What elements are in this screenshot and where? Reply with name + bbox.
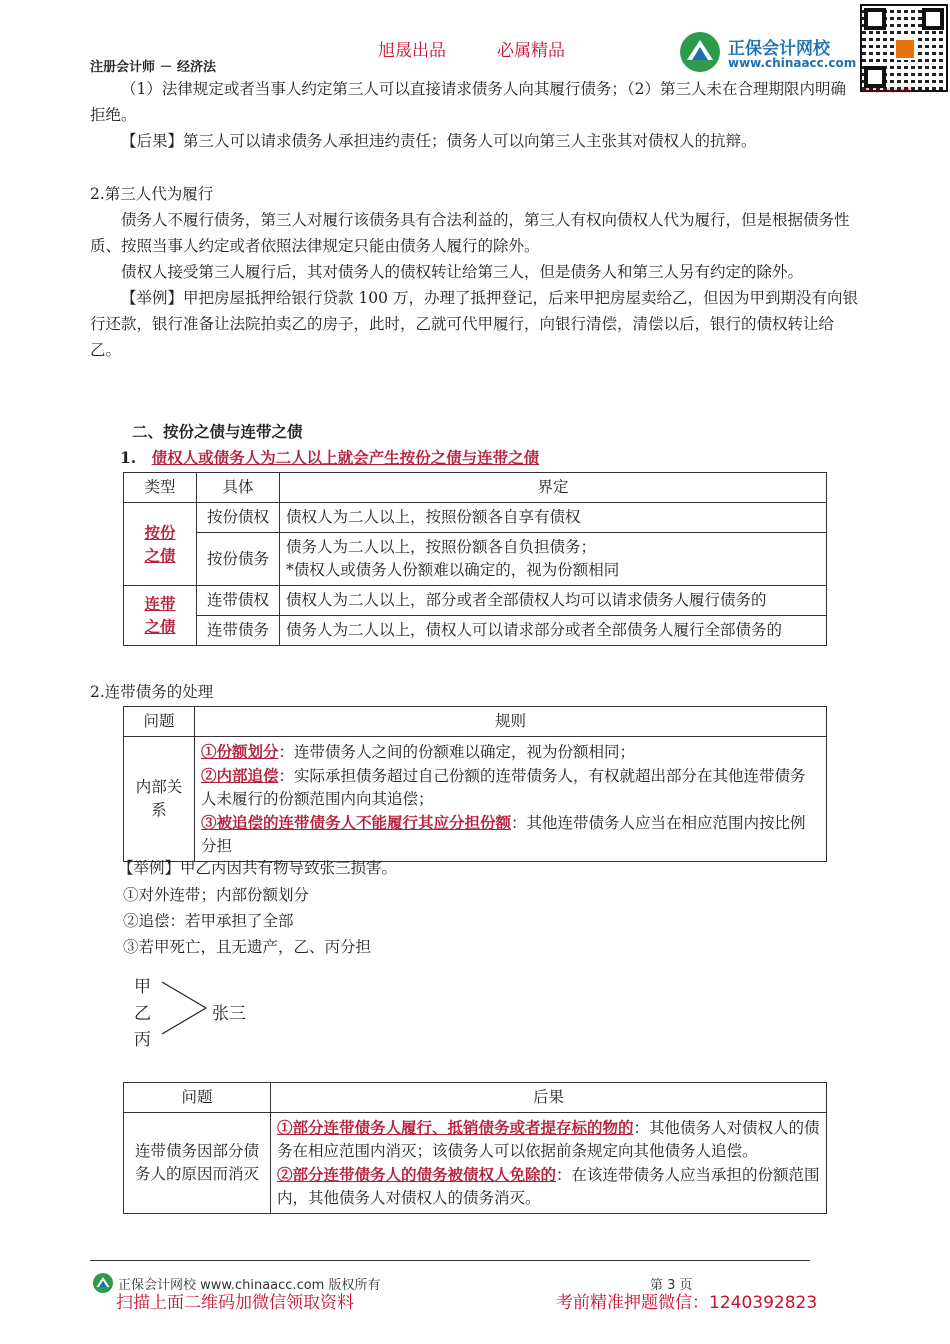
- kind-cell: 连带债权: [197, 586, 280, 616]
- th-definition: 界定: [280, 473, 827, 503]
- kind-cell: 连带债务: [197, 616, 280, 646]
- header-slogan-1: 旭晟出品: [378, 41, 446, 61]
- definition-cell: 债权人为二人以上，部分或者全部债权人均可以请求债务人履行债务的: [280, 586, 827, 616]
- header-slogan-2: 必属精品: [497, 41, 565, 61]
- example-tag: 【举例】: [121, 289, 184, 307]
- logo-name: 正保会计网校: [728, 39, 830, 59]
- party-bing: 丙: [134, 1030, 151, 1050]
- subheading-text: 债权人或债务人为二人以上就会产生按份之债与连带之债: [151, 448, 540, 467]
- issue-internal: 内部关系: [124, 737, 195, 862]
- debtor-diagram: [130, 970, 270, 1050]
- paragraph-consequence: [90, 128, 860, 154]
- footer-promo-left: 扫描上面二维码加微信领取资料: [116, 1293, 354, 1313]
- footer-promo-right: 考前精准押题微信：1240392823: [556, 1293, 818, 1313]
- kind-cell: 按份债权: [197, 503, 280, 533]
- footer-copyright: 正保会计网校 www.chinaacc.com 版权所有: [118, 1278, 381, 1293]
- heading-third-party-performance: 2.第三人代为履行: [90, 185, 214, 203]
- paragraph-claim-transfer: 债权人接受第三人履行后，其对债务人的债权转让给第三人，但是债务人和第三人另有约定的除外。: [121, 263, 804, 281]
- example2-text: 甲乙丙因共有物导致张三损害。: [180, 859, 398, 877]
- joint-debt-rules-table: [123, 706, 827, 862]
- consequence-tag: 【后果】: [121, 132, 184, 150]
- consequence-cell: ①部分连带债务人履行、抵销债务或者提存标的物的：其他债务人对债权人的债务在相应范围内消灭；该债务人可以依据前条规定向其他债务人追偿。 ②部分连带债务人的债务被债权人免除的：在该连带债务人应当承担的份额范围内，其他债务人对债权人的债务消灭。: [271, 1113, 827, 1214]
- qr-code[interactable]: [860, 4, 948, 92]
- example2-tag: 【举例】: [118, 859, 181, 877]
- footer-page-number: 第 3 页: [650, 1278, 693, 1293]
- definition-cell: 债务人为二人以上，按照份额各自负担债务； *债权人或债务人份额难以确定的，视为份额相同: [280, 533, 827, 586]
- party-zhangsan: 张三: [212, 1004, 246, 1024]
- kind-cell: 按份债务: [197, 533, 280, 586]
- issue-extinction: 连带债务因部分债务人的原因而消灭: [124, 1113, 271, 1214]
- th-consequence: 后果: [271, 1083, 827, 1113]
- paragraph-example-mortgage: [90, 285, 860, 363]
- definition-cell: 债权人为二人以上，按照份额各自享有债权: [280, 503, 827, 533]
- qr-caption: 扫码关注正保会计网校: [862, 88, 913, 94]
- example-line-1: ①对外连带；内部份额划分: [123, 886, 310, 904]
- example-joint-tort: [118, 856, 397, 878]
- subheading-number: 1.: [120, 448, 137, 467]
- consequence-text: 第三人可以请求债务人承担违约责任；债务人可以向第三人主张其对债权人的抗辩。: [183, 132, 757, 150]
- party-jia: 甲: [134, 977, 151, 997]
- example-text: 甲把房屋抵押给银行贷款 100 万，办理了抵押登记，后来甲把房屋卖给乙，但因为甲到期没有向银行还款，银行准备让法院拍卖乙的房子，此时，乙就可代甲履行，向银行清偿，清偿以后，银行的债权转让给乙。: [90, 289, 858, 359]
- logo-url: www.chinaacc.com: [728, 56, 857, 70]
- th-kind: 具体: [197, 473, 280, 503]
- joint-debt-extinction-table: [123, 1082, 827, 1214]
- th-type: 类型: [124, 473, 197, 503]
- footer-divider: [90, 1260, 810, 1261]
- example-line-3: ③若甲死亡，且无遗产，乙、丙分担: [123, 938, 372, 956]
- definition-cell: 债务人为二人以上，债权人可以请求部分或者全部债务人履行全部债务的: [280, 616, 827, 646]
- footer-logo-icon: [92, 1272, 114, 1294]
- heading-joint-debt-handling: 2.连带债务的处理: [90, 683, 214, 701]
- chinaacc-logo[interactable]: [678, 30, 858, 76]
- th-issue: 问题: [124, 707, 195, 737]
- th-rule: 规则: [195, 707, 827, 737]
- paragraph-conditions: （1）法律规定或者当事人约定第三人可以直接请求债务人向其履行债务；（2）第三人未在合理期限内明确拒绝。: [90, 80, 846, 124]
- group-joint-debt: 连带之债: [124, 586, 197, 646]
- section-heading-joint-debts: 二、按份之债与连带之债: [132, 422, 303, 441]
- example-line-2: ②追偿：若甲承担了全部: [123, 912, 294, 930]
- group-several-debt: 按份之债: [124, 503, 197, 586]
- header-left-title: 注册会计师 － 经济法: [90, 60, 217, 75]
- th-issue: 问题: [124, 1083, 271, 1113]
- logo-emblem-icon: [678, 30, 722, 74]
- rules-cell: ①份额划分：连带债务人之间的份额难以确定，视为份额相同； ②内部追偿：实际承担债务超过自己份额的连带债务人，有权就超出部分在其他连带债务人未履行的份额范围内向其追偿； ③被追偿的连带债务人不能履行其应分担份额：其他连带债务人应当在相应范围内按比例分担: [195, 737, 827, 862]
- party-yi: 乙: [134, 1004, 151, 1024]
- debt-types-table: [123, 472, 827, 646]
- paragraph-third-party-right: 债务人不履行债务，第三人对履行该债务具有合法利益的，第三人有权向债权人代为履行，但是根据债务性质、按照当事人约定或者依照法律规定只能由债务人履行的除外。: [90, 211, 850, 255]
- subheading-multiparty: [120, 446, 539, 468]
